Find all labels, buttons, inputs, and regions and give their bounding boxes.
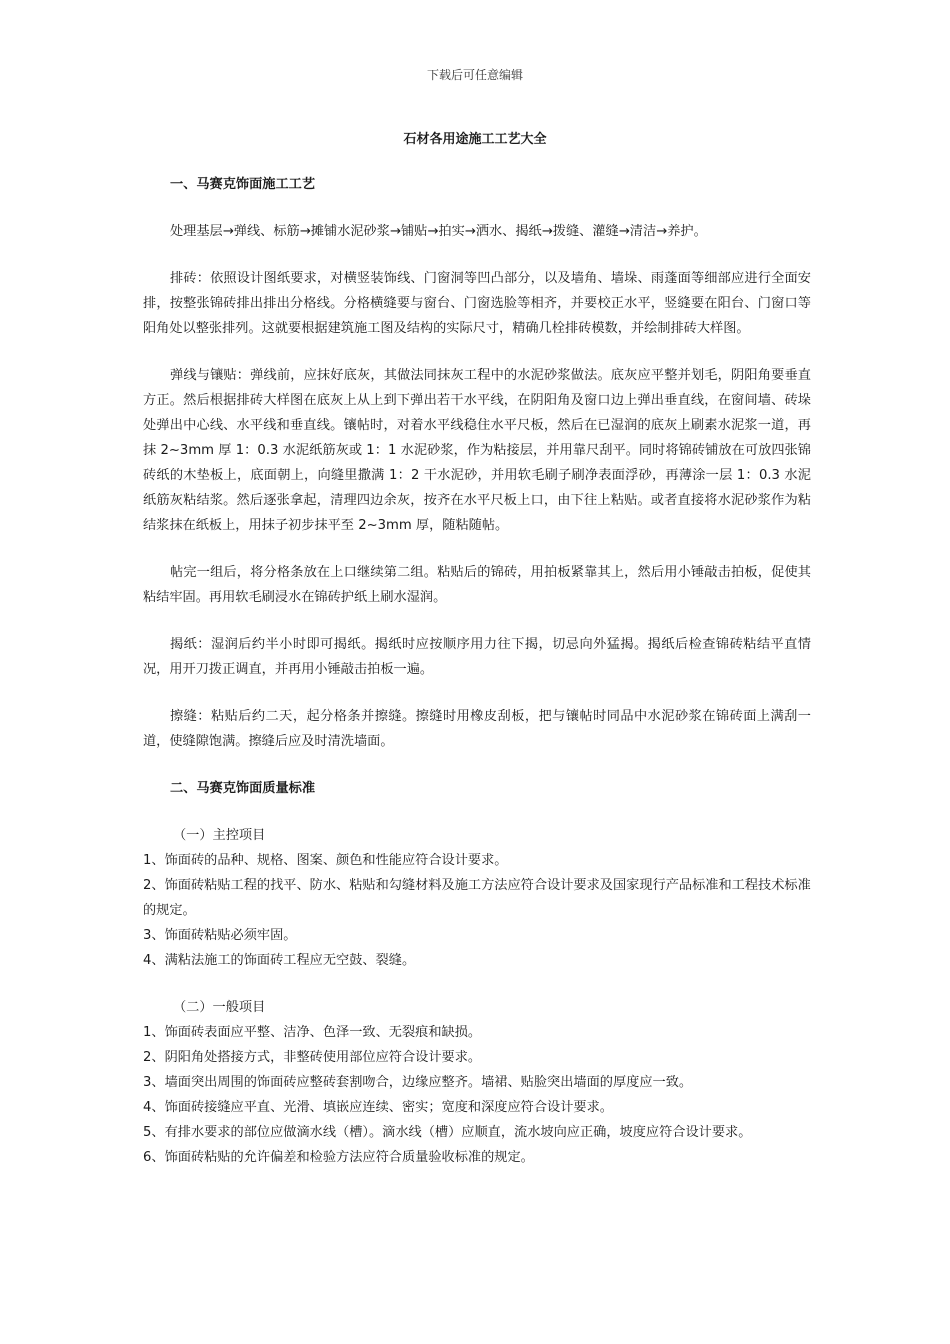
paragraph: 揭纸：湿润后约半小时即可揭纸。揭纸时应按顺序用力往下揭，切忌向外猛揭。揭纸后检查锦砖粘结平直情况，用开刀拨正调直，并再用小锤敲击拍板一遍。 (143, 637, 811, 677)
page-header: 下载后可任意编辑 (426, 68, 523, 82)
list-item: 1、饰面砖表面应平整、洁净、色泽一致、无裂痕和缺损。 (143, 1025, 482, 1040)
list-item: 1、饰面砖的品种、规格、图案、颜色和性能应符合设计要求。 (143, 853, 508, 868)
document-title: 石材各用途施工工艺大全 (403, 132, 547, 147)
section-heading: 二、马赛克饰面质量标准 (170, 781, 316, 796)
subsection-label: （二）一般项目 (173, 1000, 266, 1015)
list-item: 4、饰面砖接缝应平直、光滑、填嵌应连续、密实；宽度和深度应符合设计要求。 (143, 1100, 613, 1115)
list-item: 5、有排水要求的部位应做滴水线（槽）。滴水线（槽）应顺直，流水坡向应正确，坡度应符合设计要求。 (143, 1125, 752, 1140)
section-heading: 一、马赛克饰面施工工艺 (170, 177, 316, 192)
list-item: 4、满粘法施工的饰面砖工程应无空鼓、裂缝。 (143, 953, 416, 968)
list-item: 3、墙面突出周围的饰面砖应整砖套割吻合，边缘应整齐。墙裙、贴脸突出墙面的厚度应一致。 (143, 1075, 693, 1090)
list-item: 2、饰面砖粘贴工程的找平、防水、粘贴和勾缝材料及施工方法应符合设计要求及国家现行产品标准和工程技术标准的规定。 (143, 878, 811, 918)
document-body (143, 172, 811, 1170)
list-item: 3、饰面砖粘贴必须牢固。 (143, 928, 297, 943)
paragraph: 处理基层→弹线、标筋→摊铺水泥砂浆→铺贴→拍实→洒水、揭纸→拨缝、灌缝→清洁→养护。 (170, 224, 707, 239)
list-item: 6、饰面砖粘贴的允许偏差和检验方法应符合质量验收标准的规定。 (143, 1150, 534, 1165)
subsection-label: （一）主控项目 (173, 828, 266, 843)
paragraph: 弹线与镶贴：弹线前，应抹好底灰，其做法同抹灰工程中的水泥砂浆做法。底灰应平整并划毛，阴阳角要垂直方正。然后根据排砖大样图在底灰上从上到下弹出若干水平线，在阴阳角及窗口边上弹出垂直线，在窗间墙、砖垛处弹出中心线、水平线和垂直线。镶帖时，对着水平线稳住水平尺板，然后在已湿润的底灰上刷素水泥浆一道，再抹 2~3mm 厚 1：0.3 水泥纸筋灰或 1：1 水泥砂浆，作为粘接层，并用靠尺刮平。同时将锦砖铺放在可放四张锦砖纸的木垫板上，底面朝上，向缝里撒满 1：2 干水泥砂，并用软毛刷子刷净表面浮砂，再薄涂一层 1：0.3 水泥纸筋灰粘结浆。然后逐张拿起，清理四边余灰，按齐在水平尺板上口，由下往上粘贴。或者直接将水泥砂浆作为粘结浆抹在纸板上，用抹子初步抹平至 2~3mm 厚，随粘随帖。 (143, 368, 811, 533)
paragraph: 擦缝：粘贴后约二天，起分格条并擦缝。擦缝时用橡皮刮板，把与镶帖时同品中水泥砂浆在锦砖面上满刮一道，使缝隙饱满。擦缝后应及时清洗墙面。 (143, 709, 811, 749)
paragraph: 帖完一组后，将分格条放在上口继续第二组。粘贴后的锦砖，用拍板紧靠其上，然后用小锤敲击拍板，促使其粘结牢固。再用软毛刷浸水在锦砖护纸上刷水湿润。 (143, 565, 811, 605)
list-item: 2、阴阳角处搭接方式，非整砖使用部位应符合设计要求。 (143, 1050, 482, 1065)
paragraph: 排砖：依照设计图纸要求，对横竖装饰线、门窗洞等凹凸部分，以及墙角、墙垛、雨蓬面等细部应进行全面安排，按整张锦砖排出排出分格线。分格横缝要与窗台、门窗选脸等相齐，并要校正水平，竖缝要在阳台、门窗口等阳角处以整张排列。这就要根据建筑施工图及结构的实际尺寸，精确几栓排砖模数，并绘制排砖大样图。 (143, 271, 811, 336)
